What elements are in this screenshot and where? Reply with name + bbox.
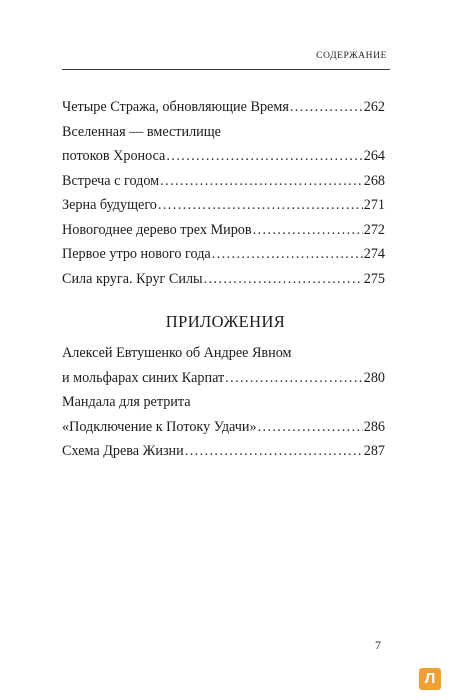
dot-leader xyxy=(258,415,363,440)
logo-icon: Л xyxy=(419,668,441,690)
toc-entry xyxy=(62,439,385,464)
toc-entry xyxy=(62,95,385,120)
page-number: 7 xyxy=(375,638,381,652)
dot-leader xyxy=(158,193,363,218)
toc-entry-title: «Подключение к Потоку Удачи» xyxy=(62,418,257,435)
toc-entry-title: Четыре Стража, обновляющие Время xyxy=(62,99,289,115)
dot-leader xyxy=(225,366,363,391)
toc-entry-page: 286 xyxy=(363,418,385,435)
dot-leader xyxy=(204,267,363,292)
running-head: СОДЕРЖАНИЕ xyxy=(316,51,387,61)
toc-entry-title: Алексей Евтушенко об Андрее Явном xyxy=(62,345,292,361)
toc-entry-page: 262 xyxy=(363,99,385,115)
toc-entry xyxy=(62,193,385,218)
toc-entry-page: 271 xyxy=(363,197,385,213)
toc-entry xyxy=(62,415,385,440)
dot-leader xyxy=(290,95,363,120)
toc-entry-title: и мольфарах синих Карпат xyxy=(62,369,225,386)
dot-leader xyxy=(166,144,362,169)
toc-entry-title: Зерна будущего xyxy=(62,197,157,213)
section-heading: ПРИЛОЖЕНИЯ xyxy=(165,312,286,331)
toc-list-appendices xyxy=(62,341,385,464)
toc-entry xyxy=(62,120,385,145)
toc-list xyxy=(62,95,385,291)
toc-entry xyxy=(62,169,385,194)
toc-entry xyxy=(62,341,385,366)
toc-entry-page: 272 xyxy=(363,221,385,238)
toc-entry-title: Мандала для ретрита xyxy=(62,394,191,410)
toc-entry-page: 275 xyxy=(363,270,385,287)
toc-entry-page: 280 xyxy=(363,369,385,386)
dot-leader xyxy=(212,242,363,267)
toc-entry xyxy=(62,366,385,391)
toc-entry-page: 268 xyxy=(363,172,385,189)
toc-entry-title: Новогоднее дерево трех Миров xyxy=(62,221,252,238)
toc-entry-title: Встреча с годом xyxy=(62,172,160,189)
toc-entry-title: Сила круга. Круг Силы xyxy=(62,270,203,287)
dot-leader xyxy=(160,169,363,194)
toc-entry-page: 274 xyxy=(363,246,385,262)
dot-leader xyxy=(253,218,363,243)
toc-entry-page: 287 xyxy=(363,443,385,459)
toc-entry-title: Вселенная — вместилище xyxy=(62,123,221,140)
toc-entry xyxy=(62,267,385,292)
toc-entry xyxy=(62,218,385,243)
toc-entry xyxy=(62,390,385,415)
toc-entry-title: Схема Древа Жизни xyxy=(62,443,184,459)
toc-entry xyxy=(62,242,385,267)
toc-entry-title: потоков Хроноса xyxy=(62,148,166,164)
toc-entry xyxy=(62,144,385,169)
dot-leader xyxy=(185,439,363,464)
toc-entry-page: 264 xyxy=(363,148,385,164)
header-rule xyxy=(62,69,390,70)
toc-entry-title: Первое утро нового года xyxy=(62,246,211,262)
